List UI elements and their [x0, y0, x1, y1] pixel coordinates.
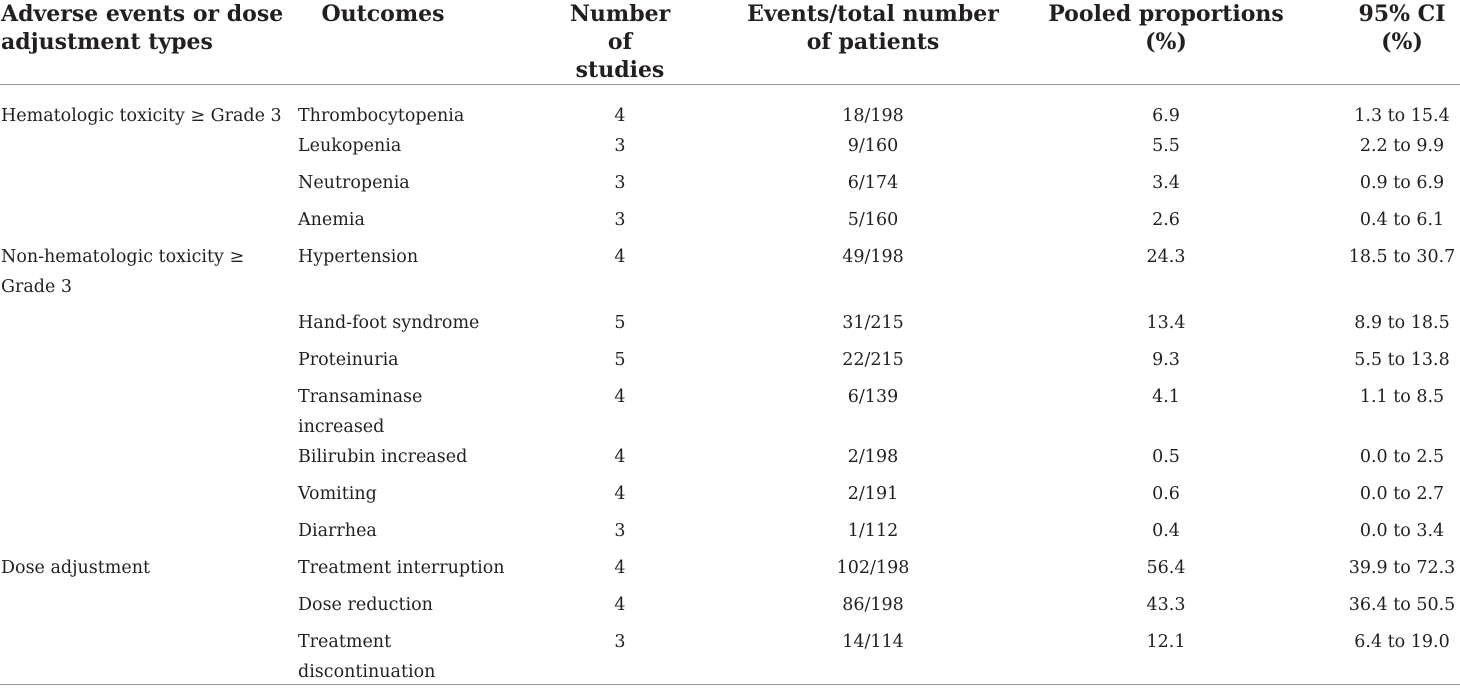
cell-events: 31/215 — [842, 313, 904, 333]
table-row — [0, 479, 1460, 516]
cell-pooled: 4.1 — [1152, 387, 1180, 407]
cell-group — [0, 516, 298, 553]
cell-group — [0, 168, 298, 205]
bottom-rule — [0, 684, 1460, 685]
cell-ci: 0.0 to 2.5 — [1359, 447, 1445, 467]
table-row — [0, 205, 1460, 242]
cell-events: 6/139 — [847, 387, 899, 407]
cell-group — [0, 308, 298, 345]
cell-group — [0, 590, 298, 627]
cell-pooled: 43.3 — [1146, 595, 1186, 615]
cell-studies: 4 — [614, 484, 626, 504]
cell-pooled: 6.9 — [1152, 106, 1180, 126]
cell-outcome: Leukopenia — [298, 136, 402, 156]
cell-outcome: Anemia — [298, 210, 365, 230]
cell-studies: 3 — [614, 521, 626, 541]
cell-outcome: Proteinuria — [298, 350, 399, 370]
cell-events: 6/174 — [847, 173, 899, 193]
table-row — [0, 85, 1460, 132]
cell-pooled: 0.4 — [1152, 521, 1180, 541]
cell-events: 14/114 — [842, 632, 904, 652]
cell-ci: 18.5 to 30.7 — [1348, 247, 1456, 267]
table-row — [0, 442, 1460, 479]
table-row — [0, 590, 1460, 627]
cell-outcome: Hypertension — [298, 247, 419, 267]
cell-group — [0, 345, 298, 382]
cell-events: 2/198 — [847, 447, 899, 467]
cell-studies: 4 — [614, 558, 626, 578]
cell-group — [0, 131, 298, 168]
cell-studies: 5 — [614, 313, 626, 333]
header-number-of-studies: Number of studies — [569, 1, 671, 83]
table-row — [0, 345, 1460, 382]
cell-studies: 3 — [614, 210, 626, 230]
cell-ci: 0.4 to 6.1 — [1359, 210, 1445, 230]
header-events-total: Events/total number of patients — [747, 1, 999, 55]
cell-ci: 6.4 to 19.0 — [1354, 632, 1450, 652]
cell-pooled: 56.4 — [1146, 558, 1186, 578]
cell-outcome: Diarrhea — [298, 521, 377, 541]
table-row — [0, 308, 1460, 345]
table-row — [0, 131, 1460, 168]
cell-studies: 5 — [614, 350, 626, 370]
cell-outcome: Vomiting — [298, 484, 377, 504]
cell-ci: 0.0 to 3.4 — [1359, 521, 1445, 541]
cell-events: 18/198 — [842, 106, 904, 126]
cell-events: 22/215 — [842, 350, 904, 370]
header-95-ci: 95% CI (%) — [1358, 1, 1446, 55]
cell-group: Hematologic toxicity ≥ Grade 3 — [1, 106, 282, 126]
cell-pooled: 5.5 — [1152, 136, 1180, 156]
table-row — [0, 168, 1460, 205]
cell-pooled: 24.3 — [1146, 247, 1186, 267]
cell-pooled: 0.5 — [1152, 447, 1180, 467]
cell-ci: 39.9 to 72.3 — [1348, 558, 1456, 578]
cell-studies: 3 — [614, 136, 626, 156]
cell-events: 9/160 — [847, 136, 899, 156]
cell-outcome: Thrombocytopenia — [298, 106, 465, 126]
cell-group — [0, 205, 298, 242]
cell-pooled: 12.1 — [1146, 632, 1186, 652]
table-row — [0, 382, 1460, 442]
table-row — [0, 242, 1460, 308]
header-outcomes: Outcomes — [321, 1, 445, 27]
cell-ci: 0.0 to 2.7 — [1359, 484, 1445, 504]
cell-outcome: Treatment discontinuation — [298, 632, 436, 682]
cell-outcome: Neutropenia — [298, 173, 410, 193]
cell-ci: 8.9 to 18.5 — [1354, 313, 1450, 333]
header-adverse-events: Adverse events or dose adjustment types — [1, 1, 284, 55]
header-row — [0, 0, 1460, 85]
cell-outcome: Dose reduction — [298, 595, 433, 615]
cell-outcome: Bilirubin increased — [298, 447, 468, 467]
cell-ci: 2.2 to 9.9 — [1359, 136, 1445, 156]
cell-ci: 1.3 to 15.4 — [1354, 106, 1450, 126]
cell-events: 5/160 — [847, 210, 899, 230]
cell-outcome: Hand-foot syndrome — [298, 313, 480, 333]
cell-studies: 4 — [614, 247, 626, 267]
cell-events: 1/112 — [847, 521, 899, 541]
cell-group — [0, 479, 298, 516]
cell-studies: 4 — [614, 387, 626, 407]
cell-group — [0, 442, 298, 479]
cell-events: 49/198 — [842, 247, 904, 267]
cell-ci: 5.5 to 13.8 — [1354, 350, 1450, 370]
cell-group — [0, 382, 298, 442]
cell-events: 2/191 — [847, 484, 899, 504]
cell-studies: 4 — [614, 106, 626, 126]
cell-studies: 3 — [614, 632, 626, 652]
cell-pooled: 0.6 — [1152, 484, 1180, 504]
cell-studies: 3 — [614, 173, 626, 193]
header-pooled-proportions: Pooled proportions (%) — [1048, 1, 1284, 55]
cell-studies: 4 — [614, 447, 626, 467]
cell-pooled: 13.4 — [1146, 313, 1186, 333]
cell-ci: 36.4 to 50.5 — [1348, 595, 1456, 615]
cell-events: 102/198 — [836, 558, 910, 578]
cell-ci: 1.1 to 8.5 — [1359, 387, 1445, 407]
cell-events: 86/198 — [842, 595, 904, 615]
cell-studies: 4 — [614, 595, 626, 615]
cell-ci: 0.9 to 6.9 — [1359, 173, 1445, 193]
cell-group: Dose adjustment — [1, 558, 151, 578]
cell-group: Non-hematologic toxicity ≥ Grade 3 — [1, 247, 245, 297]
cell-outcome: Treatment interruption — [298, 558, 505, 578]
cell-pooled: 9.3 — [1152, 350, 1180, 370]
cell-outcome: Transaminase increased — [298, 387, 423, 437]
cell-pooled: 3.4 — [1152, 173, 1180, 193]
cell-pooled: 2.6 — [1152, 210, 1180, 230]
table-row — [0, 516, 1460, 553]
table-row — [0, 553, 1460, 590]
